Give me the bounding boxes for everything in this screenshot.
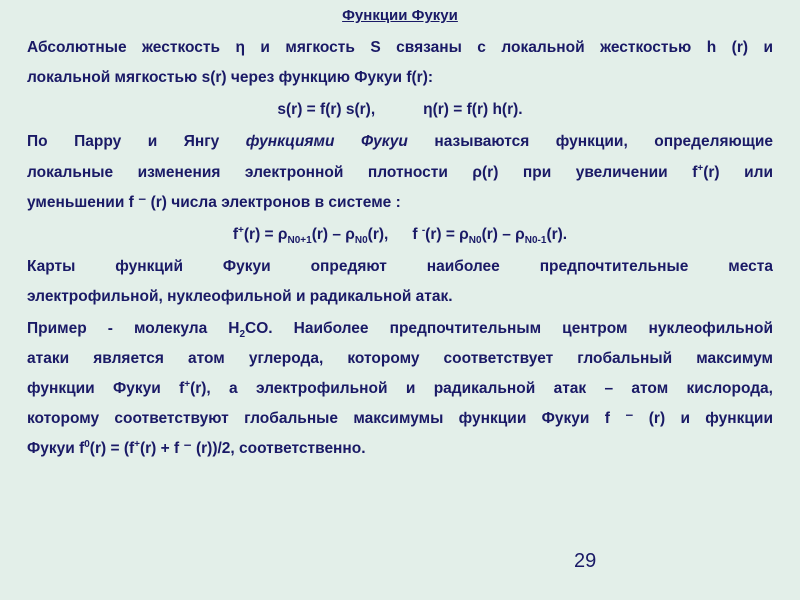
paragraph-4-line-5 bbox=[27, 438, 773, 460]
text-span: (r) = ρ bbox=[425, 226, 469, 243]
paragraph-4-line-3 bbox=[27, 378, 773, 400]
subscript: N0 bbox=[468, 235, 482, 246]
text-span: (r) = (f bbox=[89, 440, 135, 457]
text-span: (r) + f ⁻ (r))/2, соответственно. bbox=[139, 440, 366, 457]
text-span: (r) = ρ bbox=[243, 226, 288, 243]
paragraph-4-line-4: которому соответствуют глобальные максимумы функции Фукуи f ⁻ (r) и функции bbox=[27, 410, 773, 427]
superscript: + bbox=[184, 378, 191, 390]
subscript: N0+1 bbox=[287, 235, 312, 246]
paragraph-2-line-1 bbox=[27, 131, 773, 153]
subscript: 2 bbox=[239, 329, 246, 340]
superscript: + bbox=[134, 438, 140, 450]
text-span: Фукуи f bbox=[27, 440, 85, 457]
superscript: - bbox=[421, 224, 426, 236]
text-span: (r) – ρ bbox=[481, 226, 525, 243]
text-span: CO. Наиболее предпочтительным центром нуклеофильной bbox=[245, 320, 773, 337]
paragraph-1-line-1: Абсолютные жесткость η и мягкость S связаны с локальной жесткостью h (r) и bbox=[27, 39, 773, 56]
text-span: f bbox=[232, 226, 239, 243]
text-span: Пример - молекула H bbox=[27, 320, 240, 337]
subscript: N0-1 bbox=[524, 235, 547, 246]
paragraph-2-line-2 bbox=[27, 162, 773, 184]
formula-2 bbox=[27, 224, 773, 246]
text-span: (r) – ρ bbox=[311, 226, 355, 243]
text-span: f bbox=[412, 226, 422, 243]
formula-1-hardness: η(r) = f(r) h(r). bbox=[423, 101, 523, 118]
text-span: (r) или bbox=[703, 164, 773, 181]
formula-1 bbox=[27, 99, 773, 121]
superscript: + bbox=[238, 224, 244, 236]
superscript: 0 bbox=[84, 438, 90, 450]
text-span: функции Фукуи f bbox=[27, 380, 185, 397]
text-span: По Парру и Янгу bbox=[27, 133, 246, 150]
paragraph-4-line-2: атаки является атом углерода, которому соответствует глобальный максимум bbox=[27, 350, 773, 367]
text-span: (r), bbox=[367, 226, 389, 243]
paragraph-2-line-3: уменьшении f ⁻ (r) числа электронов в системе : bbox=[27, 194, 401, 211]
paragraph-4-line-1 bbox=[27, 318, 773, 340]
subscript: N0 bbox=[354, 235, 368, 246]
formula-1-softness: s(r) = f(r) s(r), bbox=[277, 101, 376, 118]
slide-title: Функции Фукуи bbox=[342, 7, 458, 24]
paragraph-1-line-2: локальной мягкостью s(r) через функцию Фукуи f(r): bbox=[27, 69, 434, 86]
paragraph-3-line-2: электрофильной, нуклеофильной и радикальной атак. bbox=[27, 288, 453, 305]
text-span: локальные изменения электронной плотности ρ(r) при увеличении f bbox=[27, 164, 698, 181]
text-span: (r), а электрофильной и радикальной атак – атом кислорода, bbox=[190, 380, 773, 397]
text-span: называются функции, определяющие bbox=[407, 133, 773, 150]
page-number: 29 bbox=[574, 550, 597, 572]
italic-term: функциями Фукуи bbox=[245, 133, 408, 150]
superscript: + bbox=[697, 162, 704, 174]
text-span: (r). bbox=[546, 226, 568, 243]
paragraph-3-line-1: Карты функций Фукуи опредяют наиболее предпочтительные места bbox=[27, 258, 773, 275]
